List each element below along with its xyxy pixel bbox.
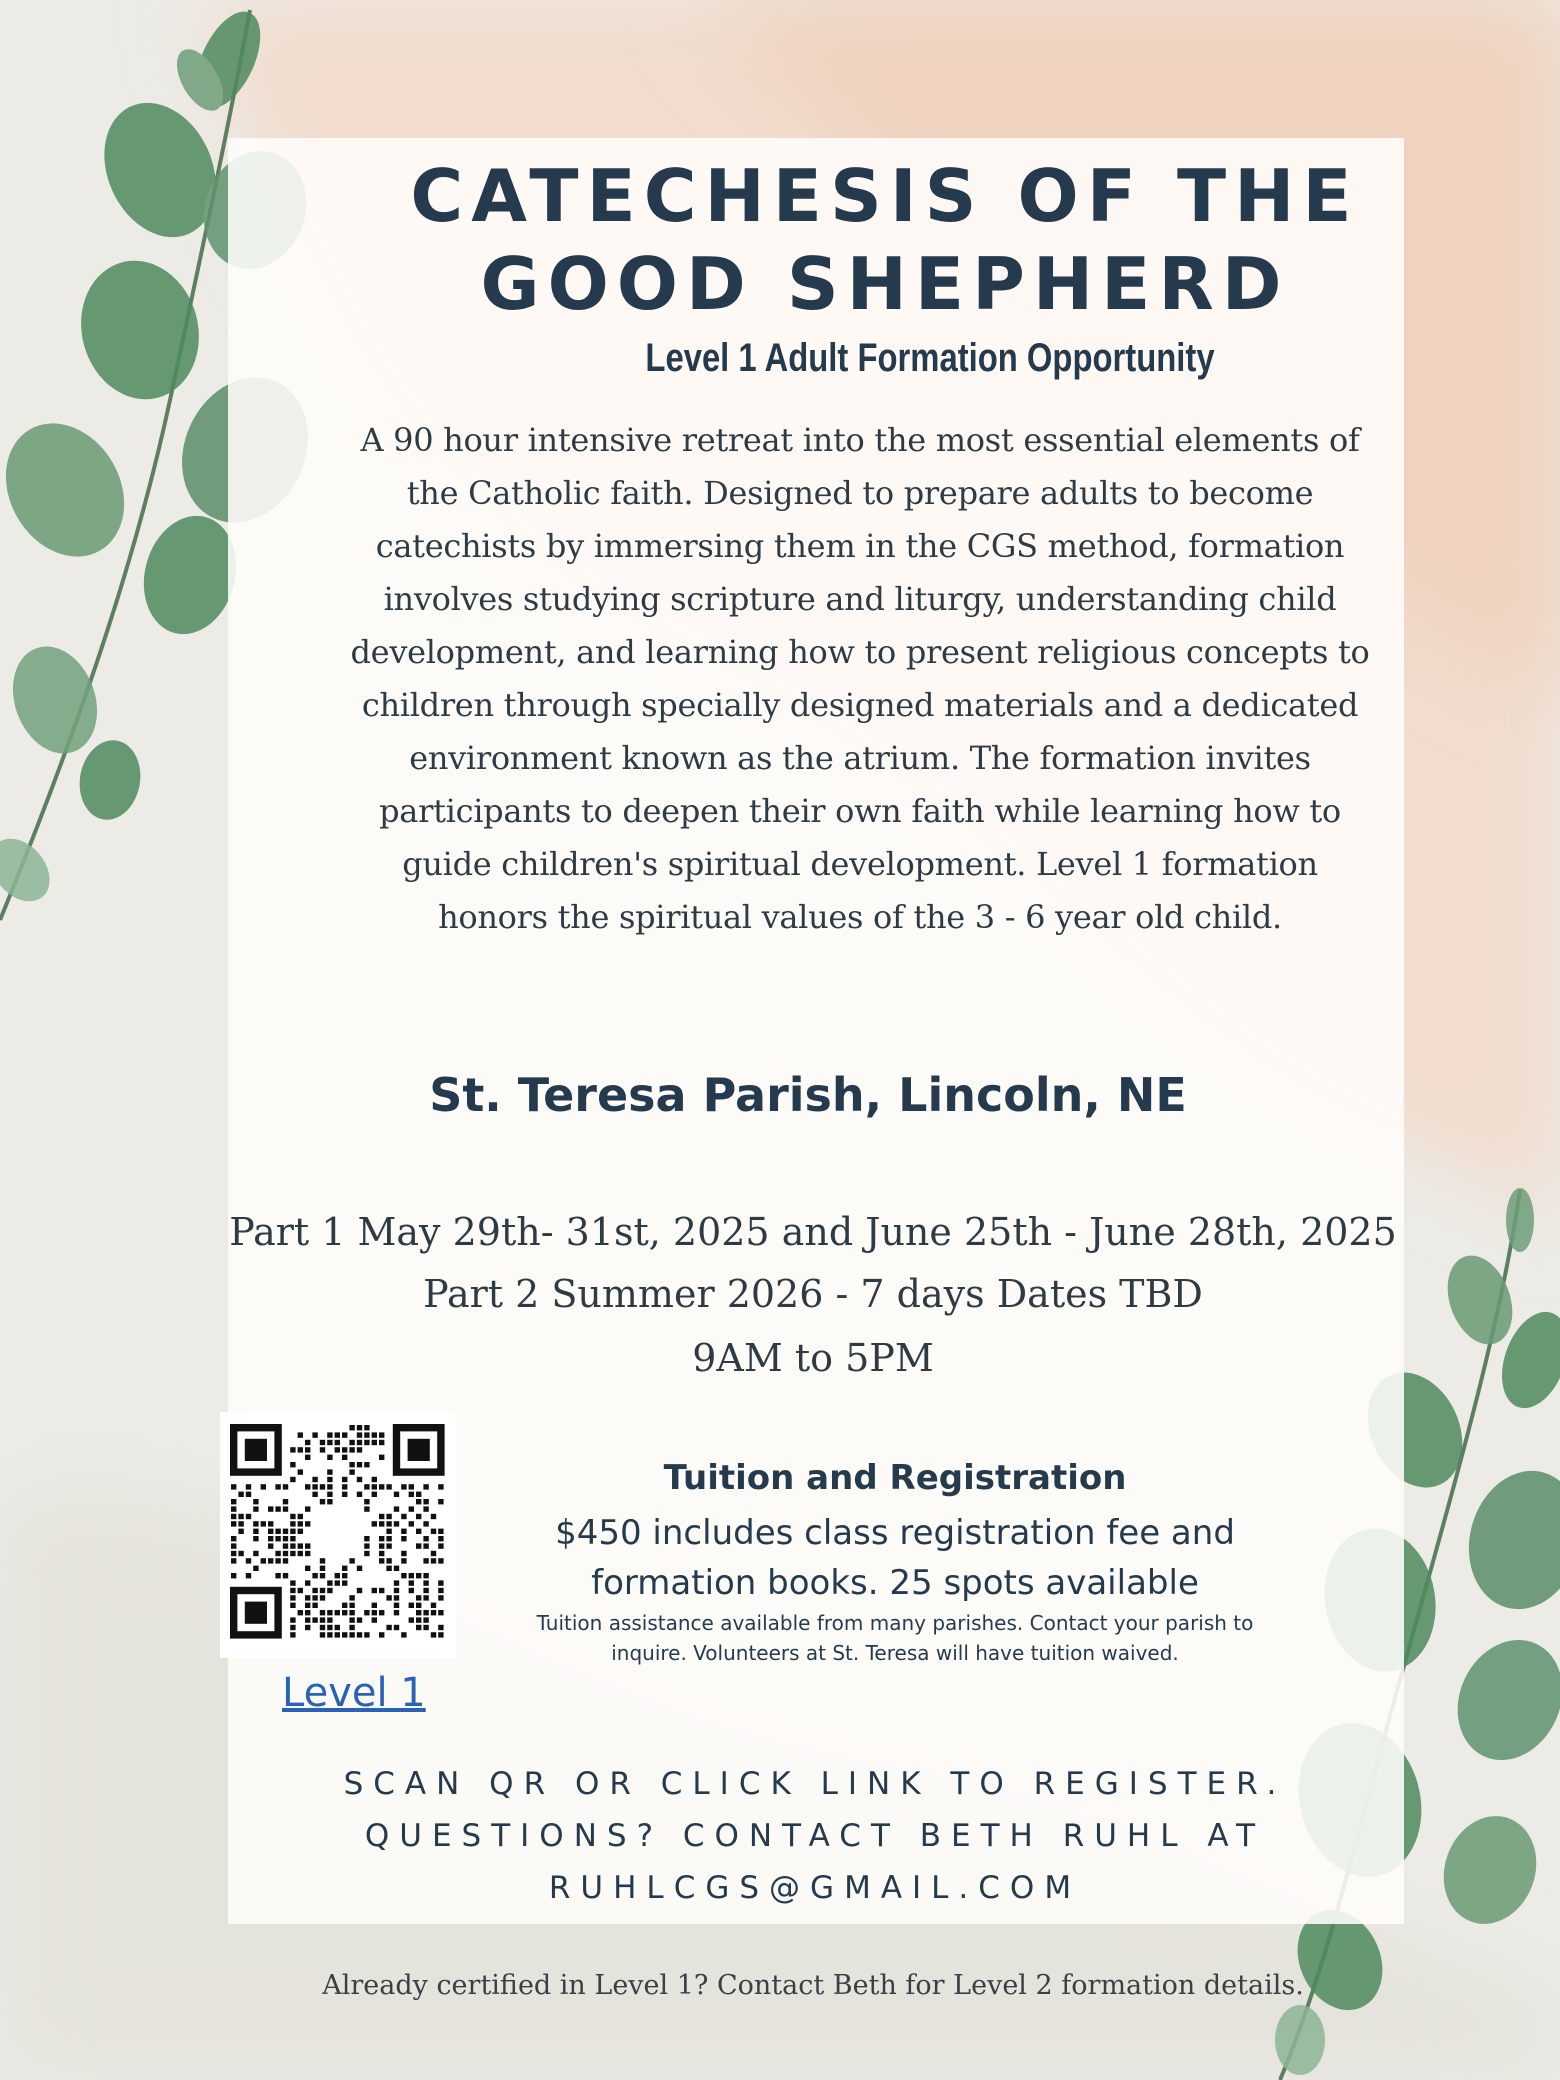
- contact-line: SCAN QR OR CLICK LINK TO REGISTER.: [343, 1766, 1287, 1802]
- description-line: catechists by immersing them in the CGS method, formation: [375, 527, 1345, 565]
- contact-line: QUESTIONS? CONTACT BETH RUHL AT: [364, 1818, 1266, 1854]
- description-line: environment known as the atrium. The formation invites: [409, 739, 1311, 777]
- description-line: development, and learning how to present religious concepts to: [350, 633, 1370, 671]
- description-line: guide children's spiritual development. Level 1 formation: [402, 845, 1318, 883]
- tuition-assistance-note: [450, 1608, 1340, 1668]
- footer-note: Already certified in Level 1? Contact Beth for Level 2 formation details.: [322, 1970, 1304, 2001]
- contact-info: [260, 1758, 1370, 1914]
- assist-line: Tuition assistance available from many parishes. Contact your parish to: [536, 1611, 1254, 1635]
- description-line: the Catholic faith. Designed to prepare adults to become: [406, 474, 1314, 512]
- title-line-1: CATECHESIS OF THE: [410, 154, 1360, 238]
- level-1-registration-link[interactable]: Level 1: [282, 1670, 426, 1716]
- description-line: children through specially designed materials and a dedicated: [361, 686, 1359, 724]
- schedule-part-2: Part 2 Summer 2026 - 7 days Dates TBD: [423, 1272, 1203, 1316]
- location: St. Teresa Parish, Lincoln, NE: [429, 1068, 1187, 1122]
- contact-email[interactable]: RUHLCGS@GMAIL.COM: [548, 1870, 1082, 1906]
- description-line: honors the spiritual values of the 3 - 6 year old child.: [438, 898, 1282, 936]
- description-line: A 90 hour intensive retreat into the most essential elements of: [360, 421, 1360, 459]
- description: [300, 414, 1420, 944]
- qr-code-icon[interactable]: [220, 1412, 456, 1658]
- description-line: participants to deepen their own faith while learning how to: [379, 792, 1341, 830]
- tuition-details: [460, 1508, 1330, 1608]
- subtitle: Level 1 Adult Formation Opportunity: [645, 336, 1215, 380]
- tuition-line: $450 includes class registration fee and: [555, 1513, 1235, 1553]
- schedule-hours: 9AM to 5PM: [692, 1336, 934, 1380]
- assist-line: inquire. Volunteers at St. Teresa will have tuition waived.: [611, 1641, 1179, 1665]
- description-line: involves studying scripture and liturgy, understanding child: [383, 580, 1337, 618]
- title-line-2: GOOD SHEPHERD: [480, 242, 1290, 326]
- tuition-line: formation books. 25 spots available: [591, 1563, 1199, 1603]
- tuition-heading: Tuition and Registration: [663, 1458, 1127, 1498]
- schedule-part-1: Part 1 May 29th- 31st, 2025 and June 25th - June 28th, 2025: [229, 1210, 1397, 1254]
